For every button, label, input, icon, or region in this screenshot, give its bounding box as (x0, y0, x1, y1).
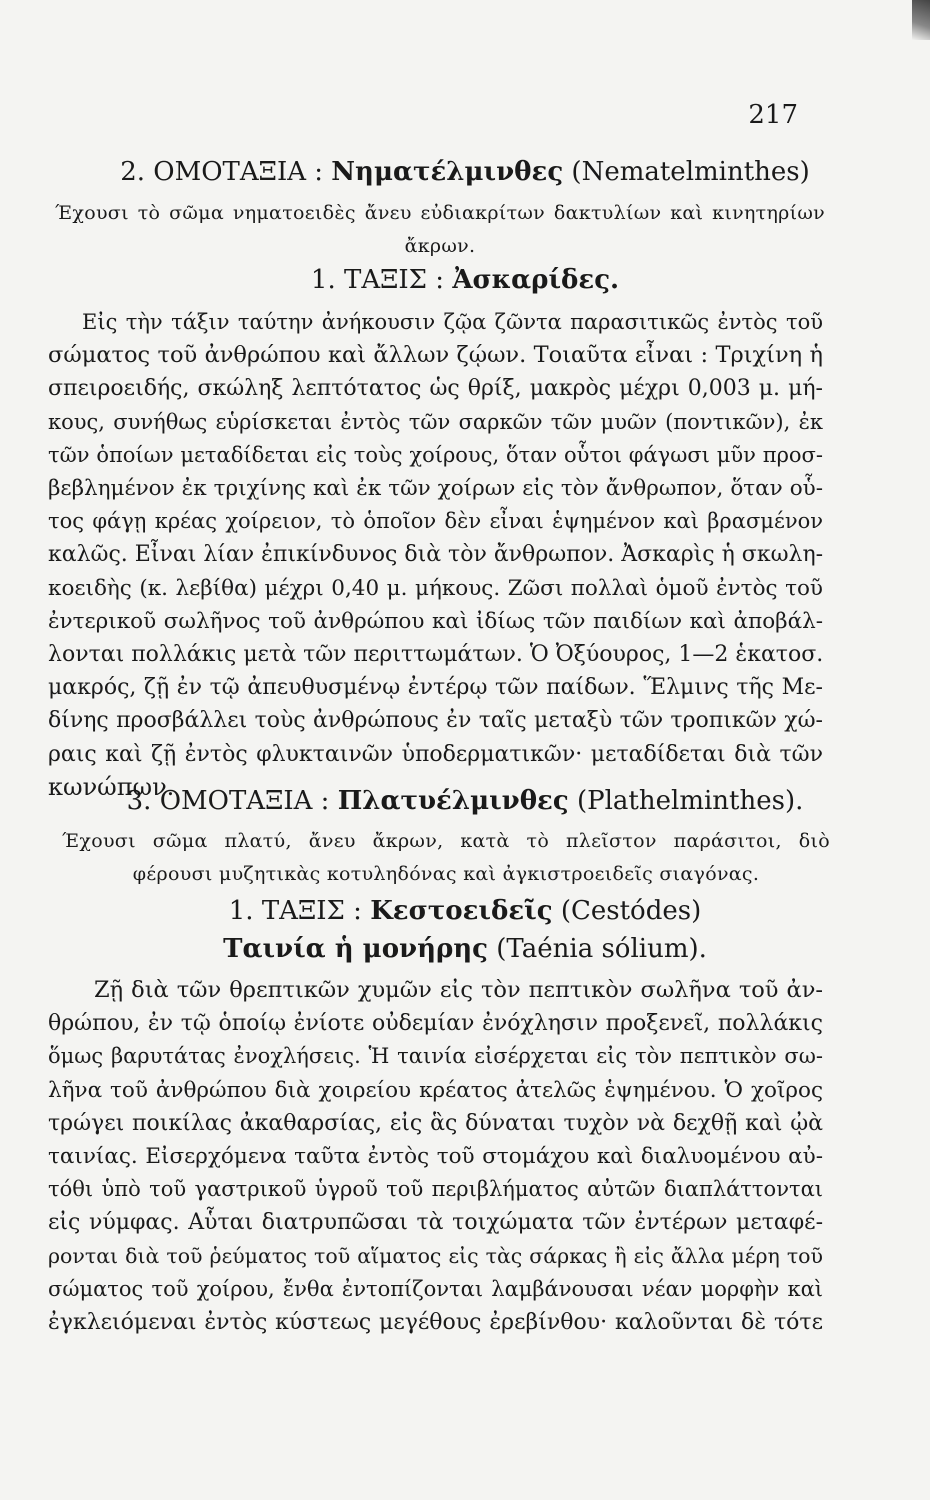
intro-line: ἄκρων. (404, 235, 476, 257)
paragraph-line: εἰς νύμφας. Αὗται διατρυπῶσαι τὰ τοιχώματα τῶν ἐντέρων μεταφέ- (48, 1210, 823, 1236)
class-heading-greek: Νηματέλμινθες (331, 157, 564, 187)
page-number: 217 (748, 100, 798, 130)
paragraph-line: ὅμως βαρυτάτας ἐνοχλήσεις. Ἡ ταινία εἰσέρχεται εἰς τὸν πεπτικὸν σω- (48, 1044, 823, 1069)
order-heading-greek: Ἀσκαρίδες. (452, 265, 620, 295)
order-heading-ascarides (0, 265, 930, 295)
species-heading-greek: Ταινία ἡ μονήρης (223, 934, 489, 964)
paragraph-line: βεβλημένον ἐκ τριχίνης καὶ ἐκ τῶν χοίρων εἰς τὸν ἄνθρωπον, ὅταν οὗ- (48, 476, 823, 502)
order-heading-label: 1. ΤΑΞΙΣ : (228, 896, 371, 926)
paragraph-line: καλῶς. Εἶναι λίαν ἐπικίνδυνος διὰ τὸν ἄνθρωπον. Ἀσκαρὶς ἡ σκωλη- (48, 542, 823, 568)
paragraph-ascarides (48, 306, 823, 804)
order-heading-greek: Κεστοειδεῖς (370, 896, 553, 926)
paragraph-line: σώματος τοῦ χοίρου, ἔνθα ἐντοπίζονται λαμβάνουσαι νέαν μορφὴν καὶ (48, 1276, 823, 1301)
order-heading-label: 1. ΤΑΞΙΣ : (310, 265, 453, 295)
paragraph-line: τος φάγῃ κρέας χοίρειον, τὸ ὁποῖον δὲν εἶναι ἑψημένον καὶ βρασμένον (48, 509, 823, 534)
paragraph-line: ρονται διὰ τοῦ ῥεύματος τοῦ αἵματος εἰς τὰς σάρκας ἢ εἰς ἄλλα μέρη τοῦ (48, 1243, 823, 1268)
paragraph-line: ἐγκλειόμεναι ἐντὸς κύστεως μεγέθους ἐρεβίνθου· καλοῦνται δὲ τότε (48, 1310, 823, 1336)
page-corner-shadow (912, 0, 930, 40)
paragraph-line: Εἰς τὴν τάξιν ταύτην ἀνήκουσιν ζῷα ζῶντα παρασιτικῶς ἐντὸς τοῦ (82, 310, 823, 334)
paragraph-taenia (48, 974, 823, 1339)
paragraph-line: θρώπου, ἐν τῷ ὁποίῳ ἐνίοτε οὐδεμίαν ἐνόχλησιν προξενεῖ, πολλάκις (48, 1011, 823, 1037)
paragraph-line: ραις καὶ ζῇ ἐντὸς φλυκταινῶν ὑποδερματικῶν· μεταδίδεται διὰ τῶν (48, 741, 823, 767)
paragraph-line: σώματος τοῦ ἀνθρώπου καὶ ἄλλων ζῴων. Τοιαῦτα εἶναι : Τριχίνη ἡ (48, 342, 823, 369)
intro-line: Έχουσι σῶμα πλατύ, ἄνευ ἄκρων, κατὰ τὸ πλεῖστον παράσιτοι, διὸ (62, 830, 830, 852)
paragraph-line: Ζῇ διὰ τῶν θρεπτικῶν χυμῶν εἰς τὸν πεπτικὸν σωλῆνα τοῦ ἀν- (94, 977, 823, 1003)
paragraph-line: λονται πολλάκις μετὰ τῶν περιττωμάτων. Ὁ Ὀξύουρος, 1—2 ἑκατοσ. (48, 642, 823, 668)
class-intro-plathelminthes (62, 825, 830, 891)
class-intro-nematelminthes (55, 197, 825, 263)
paragraph-line: ταινίας. Εἰσερχόμενα ταῦτα ἐντὸς τοῦ στομάχου καὶ διαλυομένου αὐ- (48, 1144, 823, 1170)
paragraph-line: κωνώπων. (48, 772, 175, 801)
class-heading-latin: (Nematelminthes) (563, 157, 810, 187)
paragraph-line: τρώγει ποικίλας ἀκαθαρσίας, εἰς ἃς δύναται τυχὸν νὰ δεχθῇ καὶ ᾠὰ (48, 1110, 823, 1136)
class-heading-label: 3. ΟΜΟΤΑΞΙΑ : (126, 786, 338, 816)
order-heading-latin: (Cestódes) (552, 896, 702, 926)
species-heading-latin: (Taénia sólium). (488, 934, 707, 964)
paragraph-line: μακρός, ζῇ ἐν τῷ ἀπευθυσμένῳ ἐντέρῳ τῶν παίδων. Ἕλμινς τῆς Με- (48, 675, 823, 701)
paragraph-line: κοειδὴς (κ. λεβίθα) μέχρι 0,40 μ. μήκους. Ζῶσι πολλαὶ ὁμοῦ ἐντὸς τοῦ (48, 575, 823, 601)
intro-line: Έχουσι τὸ σῶμα νηματοειδὲς ἄνευ εὐδιακρίτων δακτυλίων καὶ κινητηρίων (55, 202, 825, 224)
class-heading-nematelminthes (0, 157, 930, 187)
paragraph-line: τῶν ὁποίων μεταδίδεται εἰς τοὺς χοίρους, ὅταν οὗτοι φάγωσι μῦν προσ- (48, 442, 823, 467)
paragraph-line: δίνης προσβάλλει τοὺς ἀνθρώπους ἐν ταῖς μεταξὺ τῶν τροπικῶν χώ- (48, 708, 823, 734)
intro-line: φέρουσι μυζητικὰς κοτυληδόνας καὶ ἀγκιστροειδεῖς σιαγόνας. (132, 863, 760, 885)
class-heading-label: 2. ΟΜΟΤΑΞΙΑ : (120, 157, 332, 187)
paragraph-line: λῆνα τοῦ ἀνθρώπου διὰ χοιρείου κρέατος ἀτελῶς ἑψημένου. Ὁ χοῖρος (48, 1077, 823, 1103)
paragraph-line: κους, συνήθως εὑρίσκεται ἐντὸς τῶν σαρκῶν τῶν μυῶν (ποντικῶν), ἐκ (48, 409, 823, 434)
order-heading-cestodes (0, 896, 930, 926)
paragraph-line: σπειροειδής, σκώληξ λεπτότατος ὡς θρίξ, μακρὸς μέχρι 0,003 μ. μή- (48, 376, 823, 402)
paragraph-line: τόθι ὑπὸ τοῦ γαστρικοῦ ὑγροῦ τοῦ περιβλήματος αὐτῶν διαπλάττονται (48, 1177, 823, 1202)
species-heading-taenia (0, 934, 930, 964)
class-heading-greek: Πλατυέλμινθες (337, 786, 569, 816)
class-heading-latin: (Plathelminthes). (568, 786, 804, 816)
class-heading-plathelminthes (0, 786, 930, 816)
paragraph-line: ἐντερικοῦ σωλῆνος τοῦ ἀνθρώπου καὶ ἰδίως τῶν παιδίων καὶ ἀποβάλ- (48, 608, 823, 634)
